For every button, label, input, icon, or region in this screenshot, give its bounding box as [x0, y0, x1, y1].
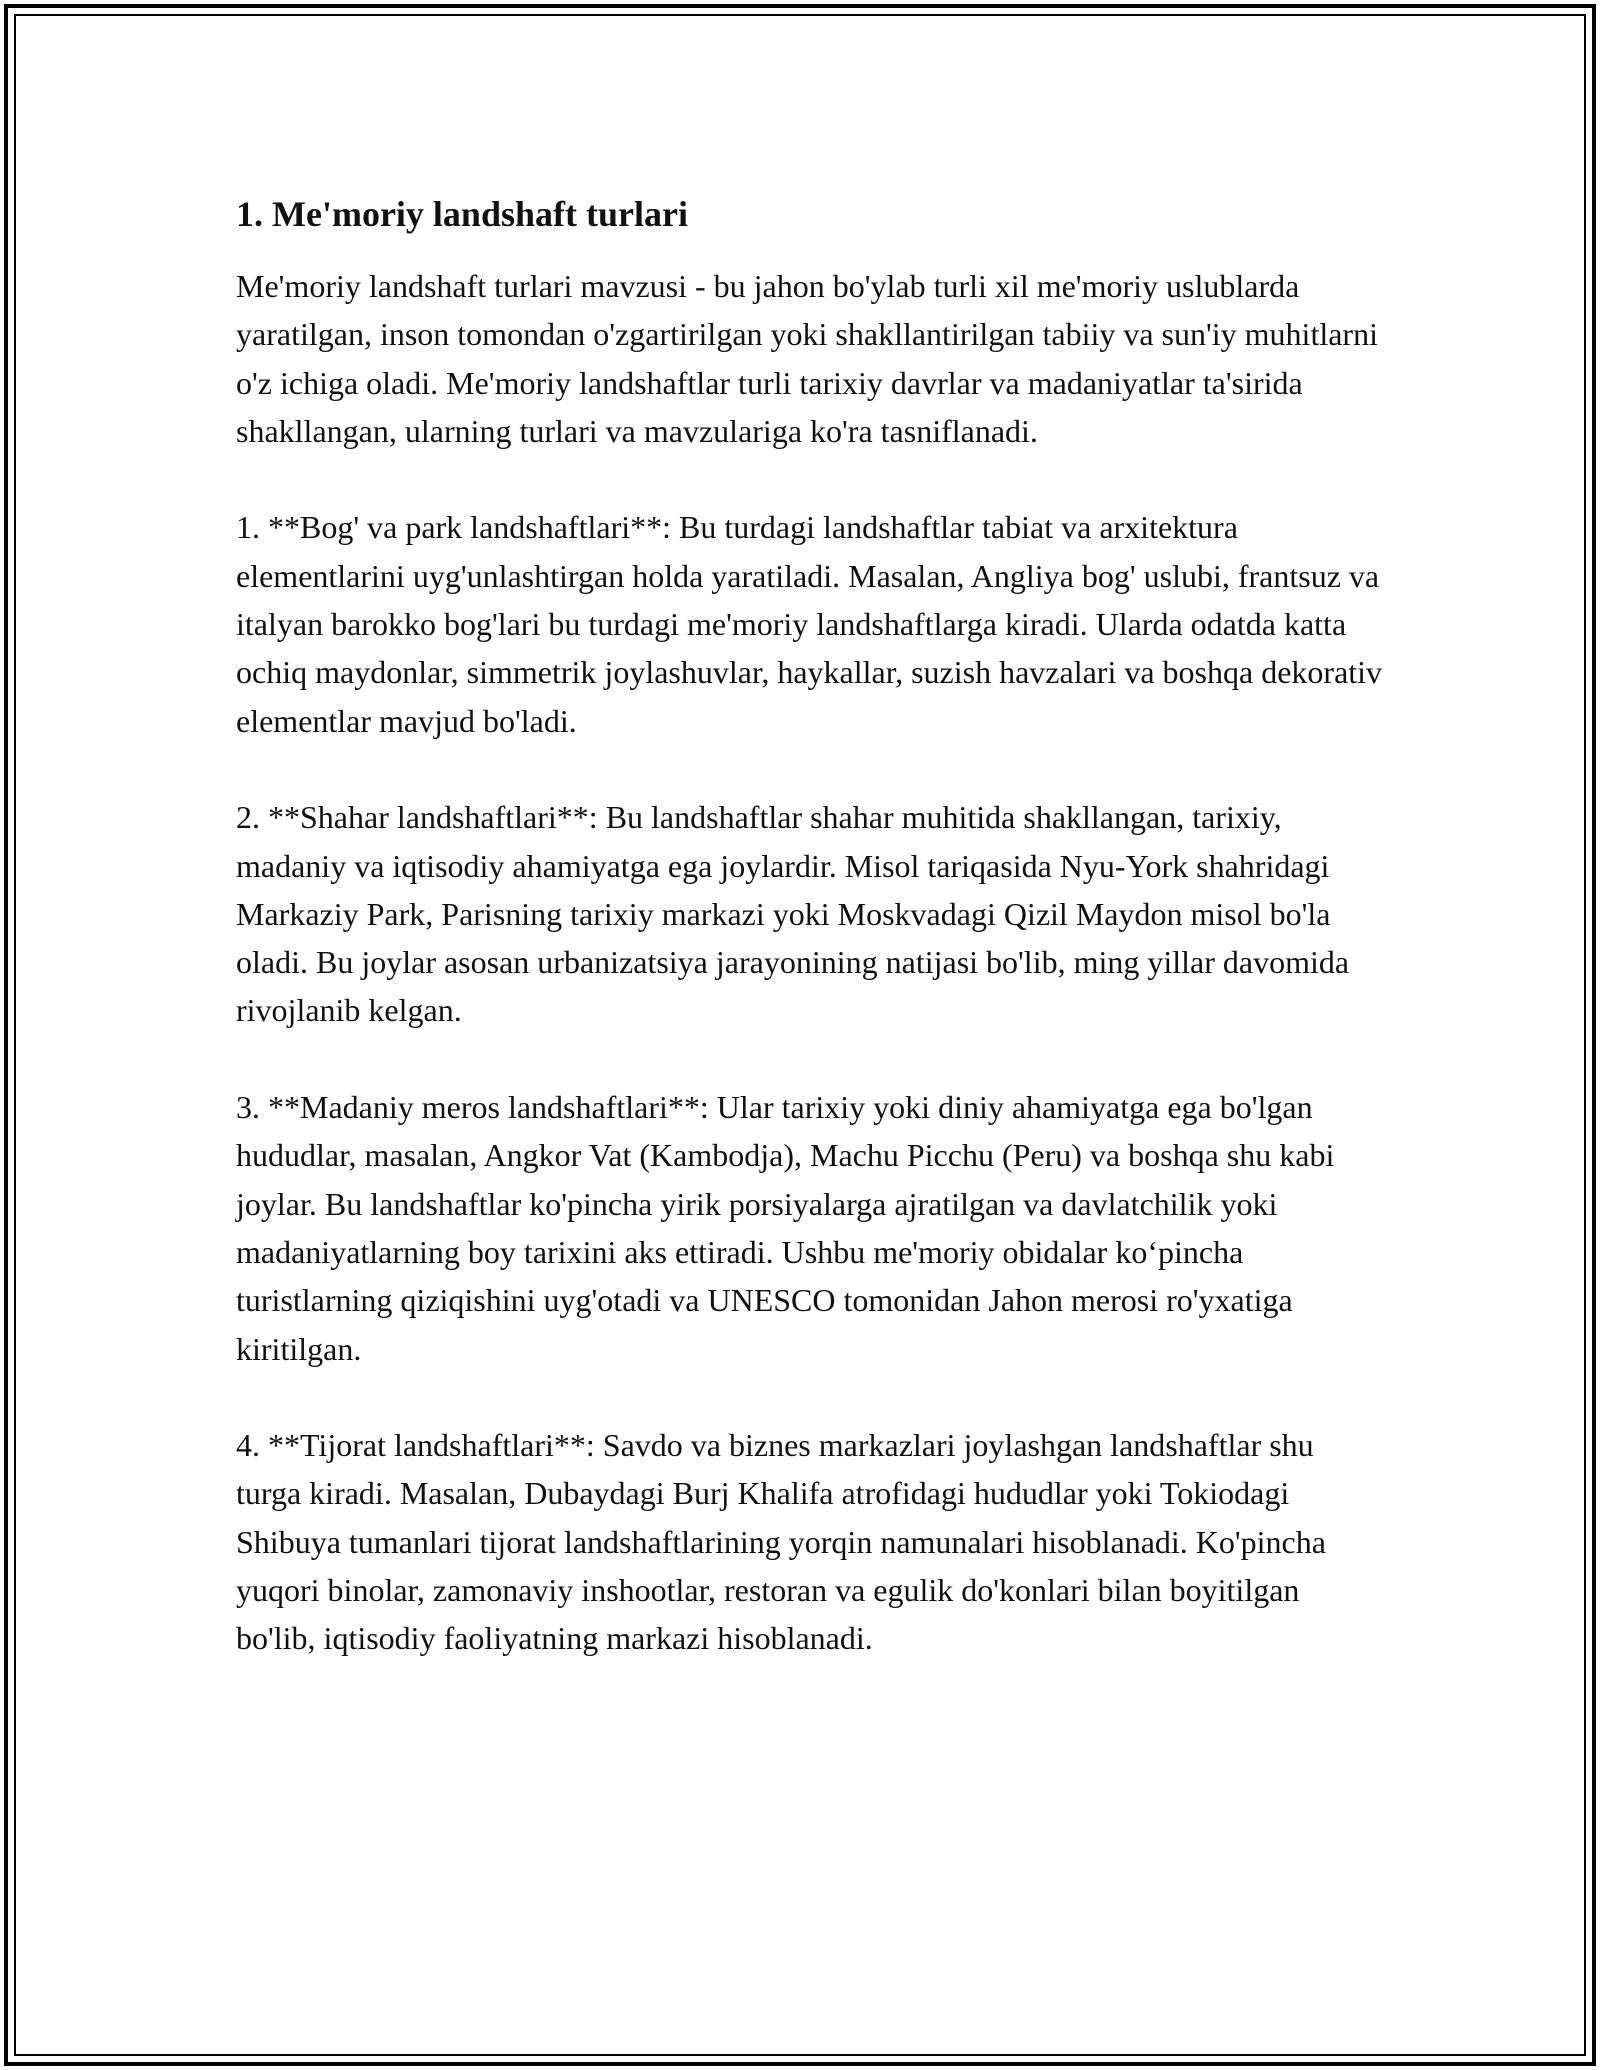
intro-paragraph: Me'moriy landshaft turlari mavzusi - bu jahon bo'ylab turli xil me'moriy uslublarda yaratilgan, inson tomondan o'zgartirilgan yoki shakllantirilgan tabiiy va sun'iy muhitlarni o'z ichiga oladi. Me'moriy landshaftlar turli tarixiy davrlar va madaniyatlar ta'sirida shakllangan, ularning turlari va mavzulariga ko'ra tasniflanadi.	[236, 268, 1378, 449]
paragraph-garden-park-landscapes: 1. **Bog' va park landshaftlari**: Bu turdagi landshaftlar tabiat va arxitektura elementlarini uyg'unlashtirgan holda yaratiladi. Masalan, Angliya bog' uslubi, frantsuz va italyan barokko bog'lari bu turdagi me'moriy landshaftlarga kiradi. Ularda odatda katta ochiq maydonlar, simmetrik joylashuvlar, haykallar, suzish havzalari va boshqa dekorativ elementlar mavjud bo'ladi.	[236, 509, 1383, 739]
section-heading: 1. Me'moriy landshaft turlari	[236, 194, 688, 234]
document-body	[236, 188, 1386, 1663]
paragraph-urban-landscapes: 2. **Shahar landshaftlari**: Bu landshaftlar shahar muhitida shakllangan, tarixiy, madaniy va iqtisodiy ahamiyatga ega joylardir. Misol tariqasida Nyu-York shahridagi Markaziy Park, Parisning tarixiy markazi yoki Moskvadagi Qizil Maydon misol bo'la oladi. Bu joylar asosan urbanizatsiya jarayonining natijasi bo'lib, ming yillar davomida rivojlanib kelgan.	[236, 799, 1350, 1029]
paragraph-cultural-heritage-landscapes: 3. **Madaniy meros landshaftlari**: Ular tarixiy yoki diniy ahamiyatga ega bo'lgan hududlar, masalan, Angkor Vat (Kambodja), Machu Picchu (Peru) va boshqa shu kabi joylar. Bu landshaftlar ko'pincha yirik porsiyalarga ajratilgan va davlatchilik yoki madaniyatlarning boy tarixini aks ettiradi. Ushbu me'moriy obidalar ko‘pincha turistlarning qiziqishini uyg'otadi va UNESCO tomonidan Jahon merosi ro'yxatiga kiritilgan.	[236, 1089, 1335, 1367]
paragraph-commercial-landscapes: 4. **Tijorat landshaftlari**: Savdo va biznes markazlari joylashgan landshaftlar shu turga kiradi. Masalan, Dubaydagi Burj Khalifa atrofidagi hududlar yoki Tokiodagi Shibuya tumanlari tijorat landshaftlarining yorqin namunalari hisoblanadi. Ko'pincha yuqori binolar, zamonaviy inshootlar, restoran va egulik do'konlari bilan boyitilgan bo'lib, iqtisodiy faoliyatning markazi hisoblanadi.	[236, 1427, 1326, 1657]
